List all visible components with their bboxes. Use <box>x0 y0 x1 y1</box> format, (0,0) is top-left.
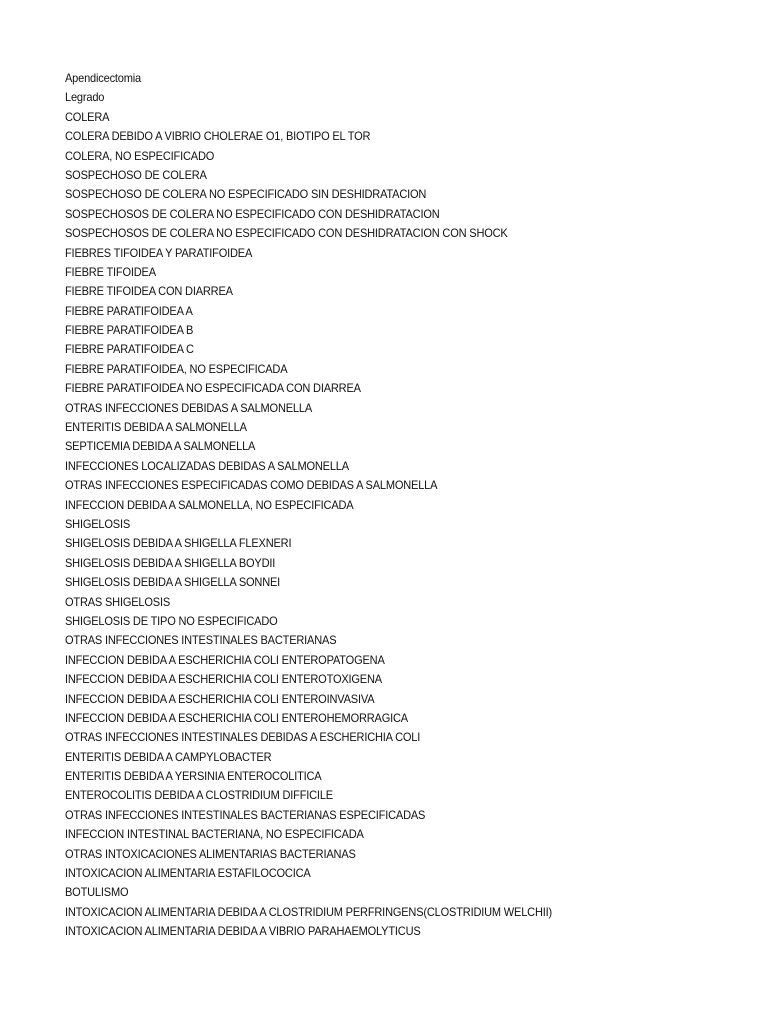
list-item: INFECCION DEBIDA A ESCHERICHIA COLI ENTEROTOXIGENA <box>65 672 382 687</box>
diagnosis-list <box>65 69 594 942</box>
list-item: FIEBRE PARATIFOIDEA NO ESPECIFICADA CON DIARREA <box>65 381 361 396</box>
list-item: INFECCION DEBIDA A ESCHERICHIA COLI ENTEROHEMORRAGICA <box>65 710 408 725</box>
list-item: COLERA, NO ESPECIFICADO <box>65 148 215 163</box>
list-item: ENTEROCOLITIS DEBIDA A CLOSTRIDIUM DIFFICILE <box>65 788 333 803</box>
list-item: Apendicectomia <box>65 71 141 85</box>
list-item: ENTERITIS DEBIDA A SALMONELLA <box>65 420 247 435</box>
list-item: OTRAS INFECCIONES INTESTINALES BACTERIANAS <box>65 633 337 648</box>
list-item: OTRAS INFECCIONES DEBIDAS A SALMONELLA <box>65 400 313 415</box>
list-item: INFECCION INTESTINAL BACTERIANA, NO ESPECIFICADA <box>65 827 364 842</box>
list-item: INTOXICACION ALIMENTARIA DEBIDA A CLOSTRIDIUM PERFRINGENS(CLOSTRIDIUM WELCHII) <box>65 904 553 919</box>
list-item: ENTERITIS DEBIDA A CAMPYLOBACTER <box>65 749 272 764</box>
list-item: INTOXICACION ALIMENTARIA ESTAFILOCOCICA <box>65 866 311 881</box>
list-item: ENTERITIS DEBIDA A YERSINIA ENTEROCOLITICA <box>65 769 322 784</box>
list-item: INFECCION DEBIDA A ESCHERICHIA COLI ENTEROINVASIVA <box>65 691 375 706</box>
list-item: Legrado <box>65 90 105 105</box>
list-item: FIEBRES TIFOIDEA Y PARATIFOIDEA <box>65 245 253 260</box>
list-item: COLERA DEBIDO A VIBRIO CHOLERAE O1, BIOTIPO EL TOR <box>65 129 371 144</box>
list-item: FIEBRE PARATIFOIDEA C <box>65 342 194 357</box>
list-item: INTOXICACION ALIMENTARIA DEBIDA A VIBRIO PARAHAEMOLYTICUS <box>65 924 421 939</box>
list-item: SOSPECHOSO DE COLERA NO ESPECIFICADO SIN DESHIDRATACION <box>65 187 427 202</box>
list-item: FIEBRE TIFOIDEA <box>65 264 156 279</box>
list-item: SHIGELOSIS DEBIDA A SHIGELLA BOYDII <box>65 555 276 570</box>
list-item: SOSPECHOSO DE COLERA <box>65 167 207 182</box>
list-item: FIEBRE TIFOIDEA CON DIARREA <box>65 284 233 299</box>
list-item: OTRAS SHIGELOSIS <box>65 594 171 609</box>
list-item: INFECCION DEBIDA A ESCHERICHIA COLI ENTEROPATOGENA <box>65 652 385 667</box>
list-item: SOSPECHOSOS DE COLERA NO ESPECIFICADO CON DESHIDRATACION CON SHOCK <box>65 226 508 241</box>
list-item: SHIGELOSIS DEBIDA A SHIGELLA SONNEI <box>65 575 281 590</box>
list-item: OTRAS INFECCIONES ESPECIFICADAS COMO DEBIDAS A SALMONELLA <box>65 478 438 493</box>
list-item: INFECCIONES LOCALIZADAS DEBIDAS A SALMONELLA <box>65 458 349 473</box>
list-item: SHIGELOSIS <box>65 516 131 531</box>
list-item: SOSPECHOSOS DE COLERA NO ESPECIFICADO CON DESHIDRATACION <box>65 206 440 221</box>
list-item: FIEBRE PARATIFOIDEA A <box>65 303 193 318</box>
list-item: SHIGELOSIS DE TIPO NO ESPECIFICADO <box>65 613 278 628</box>
list-item: FIEBRE PARATIFOIDEA B <box>65 323 194 338</box>
list-item: OTRAS INFECCIONES INTESTINALES BACTERIANAS ESPECIFICADAS <box>65 807 426 822</box>
list-item: BOTULISMO <box>65 885 129 900</box>
list-item: FIEBRE PARATIFOIDEA, NO ESPECIFICADA <box>65 361 288 376</box>
list-item: COLERA <box>65 109 110 124</box>
list-item: OTRAS INFECCIONES INTESTINALES DEBIDAS A ESCHERICHIA COLI <box>65 730 421 745</box>
list-item: SHIGELOSIS DEBIDA A SHIGELLA FLEXNERI <box>65 536 292 551</box>
list-item: INFECCION DEBIDA A SALMONELLA, NO ESPECIFICADA <box>65 497 354 512</box>
list-item: SEPTICEMIA DEBIDA A SALMONELLA <box>65 439 256 454</box>
list-item: OTRAS INTOXICACIONES ALIMENTARIAS BACTERIANAS <box>65 846 356 861</box>
